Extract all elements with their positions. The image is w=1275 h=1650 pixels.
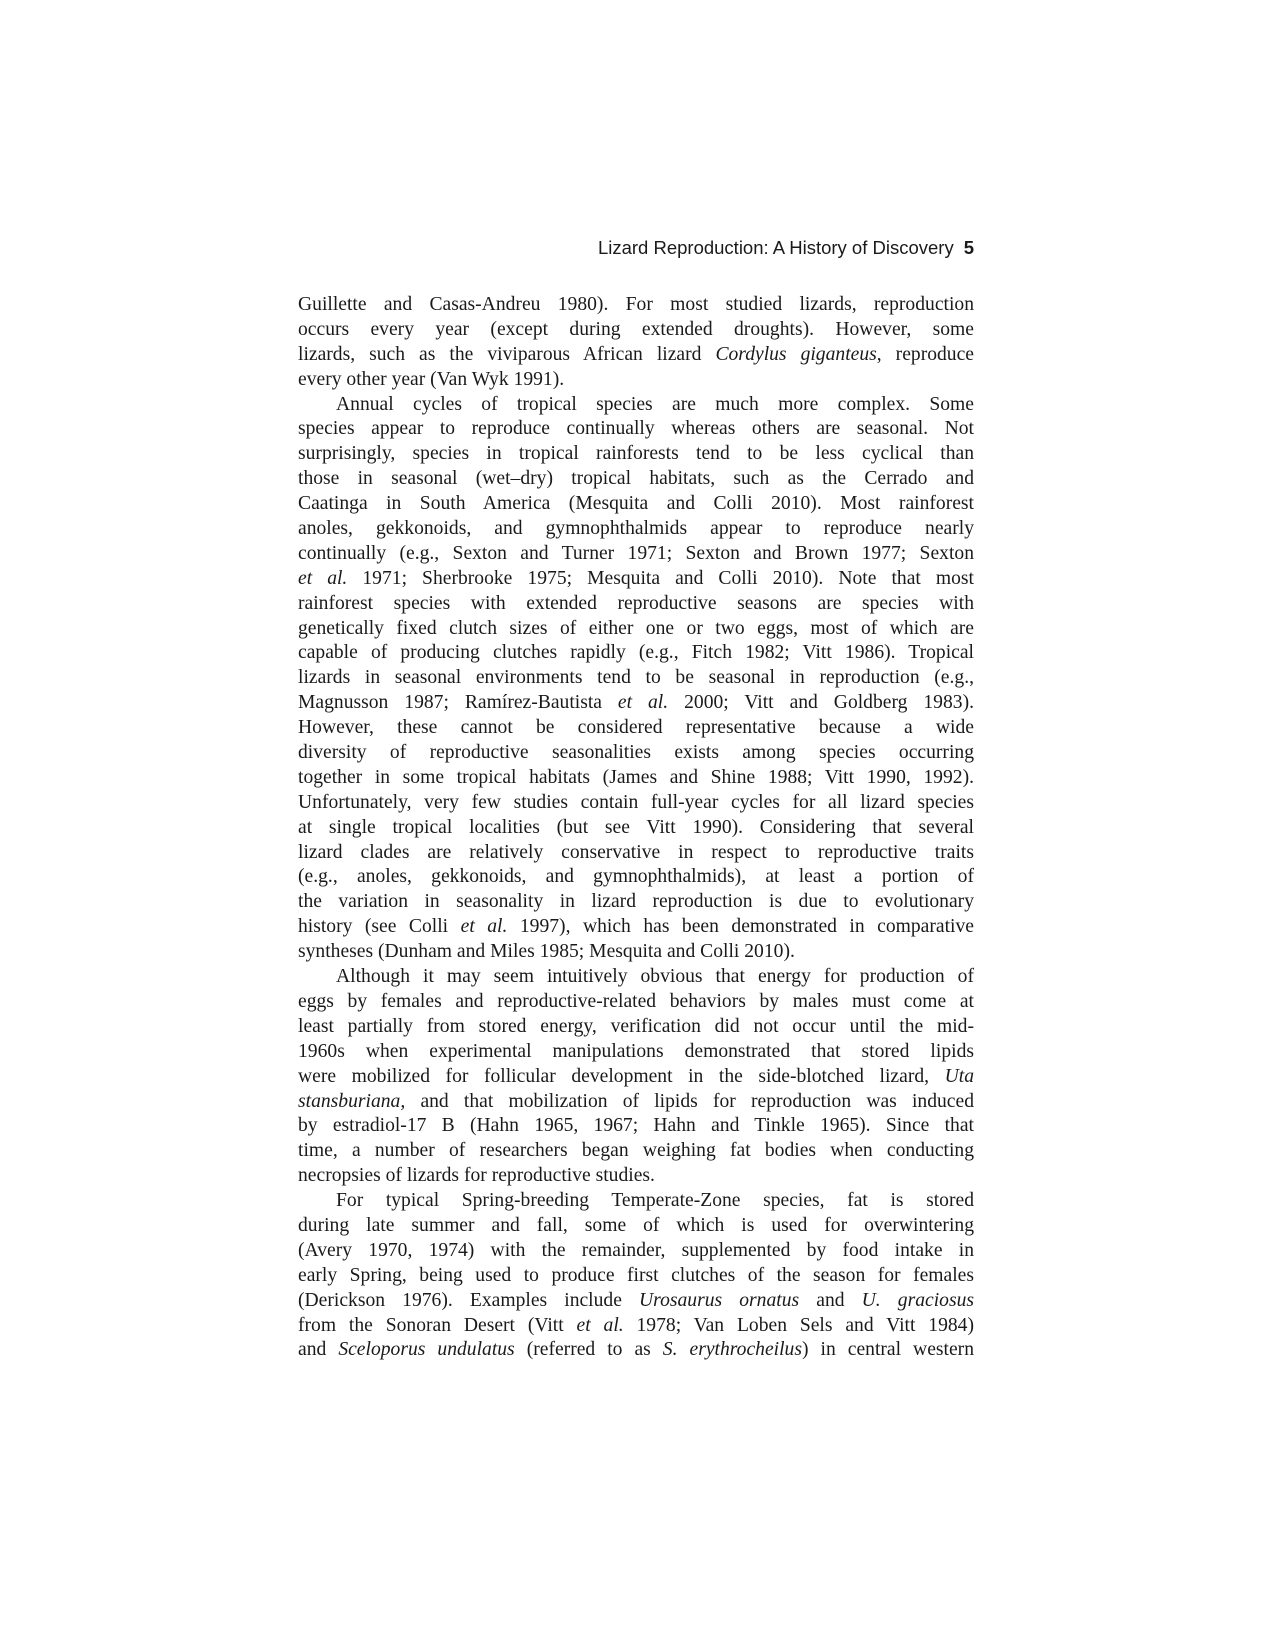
text-line bbox=[298, 641, 974, 666]
text-run: rainforest species with extended reproductive seasons are species with bbox=[298, 592, 974, 614]
text-run: genetically fixed clutch sizes of either one or two eggs, most of which are bbox=[298, 617, 974, 639]
text-line bbox=[298, 467, 974, 492]
text-line bbox=[298, 965, 974, 990]
text-line bbox=[298, 1015, 974, 1040]
text-line bbox=[298, 1239, 974, 1264]
text-line bbox=[298, 1338, 974, 1363]
italic-text: U. graciosus bbox=[861, 1289, 975, 1311]
text-run: syntheses (Dunham and Miles 1985; Mesquita and Colli 2010). bbox=[298, 941, 795, 963]
text-line bbox=[298, 1189, 974, 1214]
text-line bbox=[298, 666, 974, 691]
text-line bbox=[298, 393, 974, 418]
text-run: were mobilized for follicular development in the side-blotched lizard, bbox=[298, 1065, 945, 1087]
text-line bbox=[298, 890, 974, 915]
text-line bbox=[298, 990, 974, 1015]
text-run: occurs every year (except during extended droughts). However, some bbox=[298, 318, 974, 340]
text-line bbox=[298, 1114, 974, 1139]
text-run: the variation in seasonality in lizard reproduction is due to evolutionary bbox=[298, 891, 974, 913]
text-line bbox=[298, 1264, 974, 1289]
italic-text: et al. bbox=[298, 567, 348, 589]
text-line bbox=[298, 293, 974, 318]
italic-text: Urosaurus ornatus bbox=[639, 1289, 800, 1311]
text-run: by estradiol-17 B (Hahn 1965, 1967; Hahn and Tinkle 1965). Since that bbox=[298, 1115, 974, 1137]
text-line bbox=[298, 1289, 974, 1314]
text-run: those in seasonal (wet–dry) tropical habitats, such as the Cerrado and bbox=[298, 468, 974, 490]
text-run: 1978; Van Loben Sels and Vitt 1984) bbox=[623, 1314, 974, 1336]
text-run: , reproduce bbox=[876, 343, 974, 365]
text-run: 2000; Vitt and Goldberg 1983). bbox=[668, 692, 974, 714]
text-run: and bbox=[799, 1289, 862, 1311]
text-line bbox=[298, 766, 974, 791]
body-text bbox=[298, 293, 974, 1363]
text-line bbox=[298, 865, 974, 890]
text-run: capable of producing clutches rapidly (e.g., Fitch 1982; Vitt 1986). Tropical bbox=[298, 642, 974, 664]
text-run: every other year (Van Wyk 1991). bbox=[298, 368, 565, 390]
italic-text: et al. bbox=[460, 916, 508, 938]
italic-text: Uta bbox=[944, 1065, 974, 1087]
text-line bbox=[298, 368, 974, 393]
text-run: during late summer and fall, some of which is used for overwintering bbox=[298, 1214, 974, 1236]
text-run: (referred to as bbox=[514, 1339, 663, 1361]
text-run: (Avery 1970, 1974) with the remainder, supplemented by food intake in bbox=[298, 1239, 974, 1261]
text-run: However, these cannot be considered representative because a wide bbox=[298, 717, 974, 739]
text-run: Magnusson 1987; Ramírez-Bautista bbox=[298, 692, 618, 714]
text-line bbox=[298, 343, 974, 368]
text-run: diversity of reproductive seasonalities exists among species occurring bbox=[298, 742, 974, 764]
text-run: least partially from stored energy, verification did not occur until the mid- bbox=[298, 1015, 974, 1037]
text-run: Caatinga in South America (Mesquita and Colli 2010). Most rainforest bbox=[298, 493, 974, 515]
text-line bbox=[298, 592, 974, 617]
text-run: together in some tropical habitats (James and Shine 1988; Vitt 1990, 1992). bbox=[298, 766, 974, 788]
text-run: continually (e.g., Sexton and Turner 1971; Sexton and Brown 1977; Sexton bbox=[298, 542, 974, 564]
text-line bbox=[298, 1164, 974, 1189]
text-line bbox=[298, 517, 974, 542]
text-line bbox=[298, 542, 974, 567]
text-run: species appear to reproduce continually whereas others are seasonal. Not bbox=[298, 418, 974, 440]
text-line bbox=[298, 1314, 974, 1339]
text-run: Although it may seem intuitively obvious that energy for production of bbox=[336, 966, 974, 988]
text-line bbox=[298, 691, 974, 716]
text-run: (Derickson 1976). Examples include bbox=[298, 1289, 640, 1311]
text-run: and that mobilization of lipids for reproduction was induced bbox=[405, 1090, 974, 1112]
text-line bbox=[298, 841, 974, 866]
text-run: history (see Colli bbox=[298, 916, 461, 938]
text-run: lizards, such as the viviparous African lizard bbox=[298, 343, 716, 365]
text-run: early Spring, being used to produce first clutches of the season for females bbox=[298, 1264, 974, 1286]
text-run: ) in central western bbox=[801, 1339, 974, 1361]
text-line bbox=[298, 318, 974, 343]
text-run: anoles, gekkonoids, and gymnophthalmids appear to reproduce nearly bbox=[298, 518, 974, 540]
text-line bbox=[298, 915, 974, 940]
text-line bbox=[298, 567, 974, 592]
text-line bbox=[298, 1040, 974, 1065]
text-line bbox=[298, 617, 974, 642]
text-line bbox=[298, 1090, 974, 1115]
text-run: 1960s when experimental manipulations demonstrated that stored lipids bbox=[298, 1040, 974, 1062]
text-line bbox=[298, 816, 974, 841]
text-line bbox=[298, 442, 974, 467]
text-run: 1971; Sherbrooke 1975; Mesquita and Colli 2010). Note that most bbox=[347, 567, 974, 589]
italic-text: Sceloporus undulatus bbox=[338, 1339, 515, 1361]
text-run: at single tropical localities (but see Vitt 1990). Considering that several bbox=[298, 816, 974, 838]
text-run: (e.g., anoles, gekkonoids, and gymnophthalmids), at least a portion of bbox=[298, 866, 974, 888]
text-line bbox=[298, 716, 974, 741]
text-run: 1997), which has been demonstrated in comparative bbox=[507, 916, 974, 938]
text-run: Annual cycles of tropical species are much more complex. Some bbox=[336, 393, 974, 415]
running-head-title: Lizard Reproduction: A History of Discovery bbox=[597, 237, 954, 258]
text-run: eggs by females and reproductive-related behaviors by males must come at bbox=[298, 990, 974, 1012]
text-run: surprisingly, species in tropical rainforests tend to be less cyclical than bbox=[298, 443, 974, 465]
text-run: necropsies of lizards for reproductive studies. bbox=[298, 1165, 655, 1187]
italic-text: S. erythrocheilus bbox=[662, 1339, 802, 1361]
text-line bbox=[298, 791, 974, 816]
text-run: For typical Spring-breeding Temperate-Zone species, fat is stored bbox=[336, 1190, 974, 1212]
text-line bbox=[298, 1214, 974, 1239]
text-line bbox=[298, 492, 974, 517]
text-run: Unfortunately, very few studies contain full-year cycles for all lizard species bbox=[298, 791, 974, 813]
italic-text: stansburiana, bbox=[298, 1090, 406, 1112]
text-run: lizards in seasonal environments tend to be seasonal in reproduction (e.g., bbox=[298, 667, 974, 689]
page-number: 5 bbox=[963, 237, 974, 258]
text-line bbox=[298, 417, 974, 442]
running-head bbox=[298, 236, 974, 260]
text-line bbox=[298, 940, 974, 965]
italic-text: et al. bbox=[617, 692, 669, 714]
text-run: time, a number of researchers began weighing fat bodies when conducting bbox=[298, 1140, 974, 1162]
text-run: and bbox=[298, 1339, 339, 1361]
text-line bbox=[298, 1139, 974, 1164]
text-run: from the Sonoran Desert (Vitt bbox=[298, 1314, 577, 1336]
text-line bbox=[298, 1065, 974, 1090]
text-run: Guillette and Casas-Andreu 1980). For most studied lizards, reproduction bbox=[298, 294, 974, 315]
italic-text: Cordylus giganteus bbox=[715, 343, 877, 365]
text-line bbox=[298, 741, 974, 766]
text-run: lizard clades are relatively conservative in respect to reproductive traits bbox=[298, 841, 974, 863]
italic-text: et al. bbox=[576, 1314, 624, 1336]
